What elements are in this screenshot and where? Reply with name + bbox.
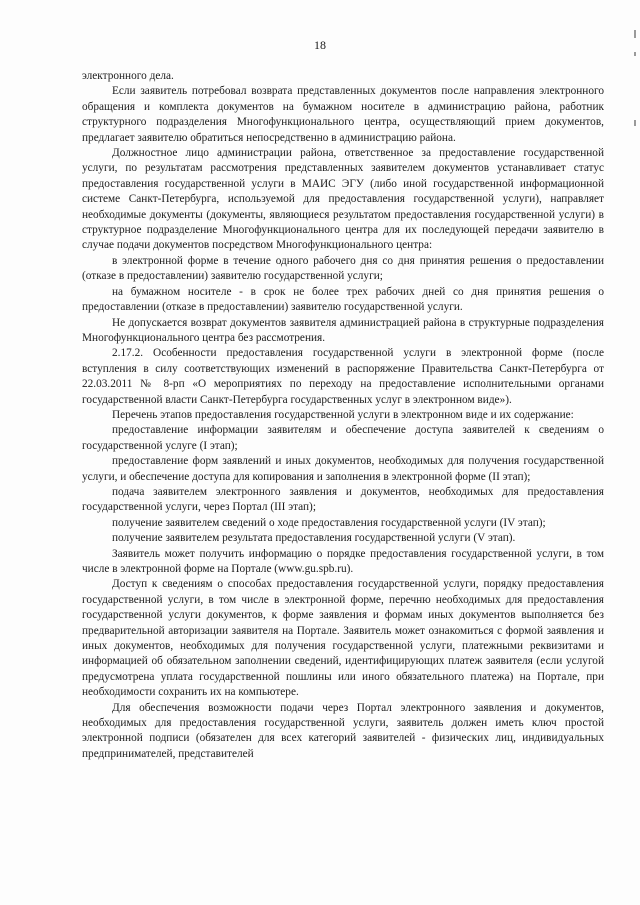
page-number: 18 — [314, 38, 326, 52]
paragraph: подача заявителем электронного заявления и документов, необходимых для предоставления государственной услуги, через Портал (III этап); — [82, 485, 604, 514]
paragraph: Для обеспечения возможности подачи через Портал электронного заявления и документов, необходимых для предоставления государственной услуги, заявитель должен иметь ключ простой электронной подписи (обязателен для всех категорий заявителей - физических лиц, индивидуальных предпринимателей, представителей — [82, 701, 604, 760]
paragraph: 2.17.2. Особенности предоставления государственной услуги в электронной форме (после вступления в силу соответствующих изменений в распоряжение Правительства Санкт-Петербурга от 22.03.2011 № 8-рп «О мероприятиях по переходу на предоставление исполнительными органами государственной власти Санкт-Петербурга государственных услуг в электронном виде»). — [82, 347, 604, 406]
scan-edge-mark — [634, 30, 636, 38]
paragraph: Доступ к сведениям о способах предоставления государственной услуги, порядку предоставления государственной услуги, в том числе в электронной форме, перечню необходимых для предоставления государственной услуги документов, к форме заявления и формам иных документов выполняется без предварительной авторизации заявителя на Портале. Заявитель может ознакомиться с формой заявления и иных документов, необходимых для получения государственной услуги, платежными реквизитами и информацией об обязательном заполнении сведений, идентифицирующих платеж заявителя (если услугой предусмотрена уплата государственной пошлины или иного обязательного платежа) на Портале, при необходимости сохранить их на компьютере. — [82, 578, 604, 699]
paragraph: Должностное лицо администрации района, ответственное за предоставление государственной услуги, по результатам рассмотрения представленных заявителем документов устанавливает статус предоставления государственной услуги в МАИС ЭГУ (либо иной государственной информационной системе Санкт-Петербурга, используемой для предоставления государственной услуги), направляет необходимые документы (документы, являющиеся результатом предоставления государственной услуги) в структурное подразделение Многофункционального центра для их последующей передачи заявителю в случае подачи документов посредством Многофункционального центра: — [82, 147, 604, 252]
paragraph: получение заявителем сведений о ходе предоставления государственной услуги (IV этап); — [112, 516, 546, 529]
paragraph: предоставление форм заявлений и иных документов, необходимых для получения государственной услуги, и обеспечение доступа для копирования и заполнения в электронной форме (II этап); — [82, 455, 604, 483]
paragraph: в электронной форме в течение одного рабочего дня со дня принятия решения о предоставлении (отказе в предоставлении) заявителю государственной услуги; — [82, 254, 604, 283]
paragraph: Заявитель может получить информацию о порядке предоставления государственной услуги, в том числе в электронной форме на Портале (www.gu.spb.ru). — [82, 547, 604, 575]
paragraph: Перечень этапов предоставления государственной услуги в электронном виде и их содержание: — [112, 408, 574, 421]
paragraph: электронного дела. — [82, 70, 174, 82]
scan-edge-mark — [634, 120, 636, 126]
paragraph: на бумажном носителе - в срок не более трех рабочих дней со дня принятия решения о предоставлении (отказе в предоставлении) заявителю государственной услуги. — [82, 285, 604, 314]
document-body — [82, 69, 604, 762]
paragraph: Если заявитель потребовал возврата представленных документов после направления электронного обращения и комплекта документов на бумажном носителе в администрацию района, работник структурного подразделения Многофункционального центра, осуществляющий прием документов, предлагает заявителю обратиться непосредственно в администрацию района. — [82, 85, 604, 144]
paragraph: Не допускается возврат документов заявителя администрацией района в структурные подразделения Многофункционального центра без рассмотрения. — [82, 316, 604, 344]
paragraph: предоставление информации заявителям и обеспечение доступа заявителей к сведениям о государственной услуге (I этап); — [82, 424, 604, 452]
paragraph: получение заявителем результата предоставления государственной услуги (V этап). — [112, 532, 516, 545]
